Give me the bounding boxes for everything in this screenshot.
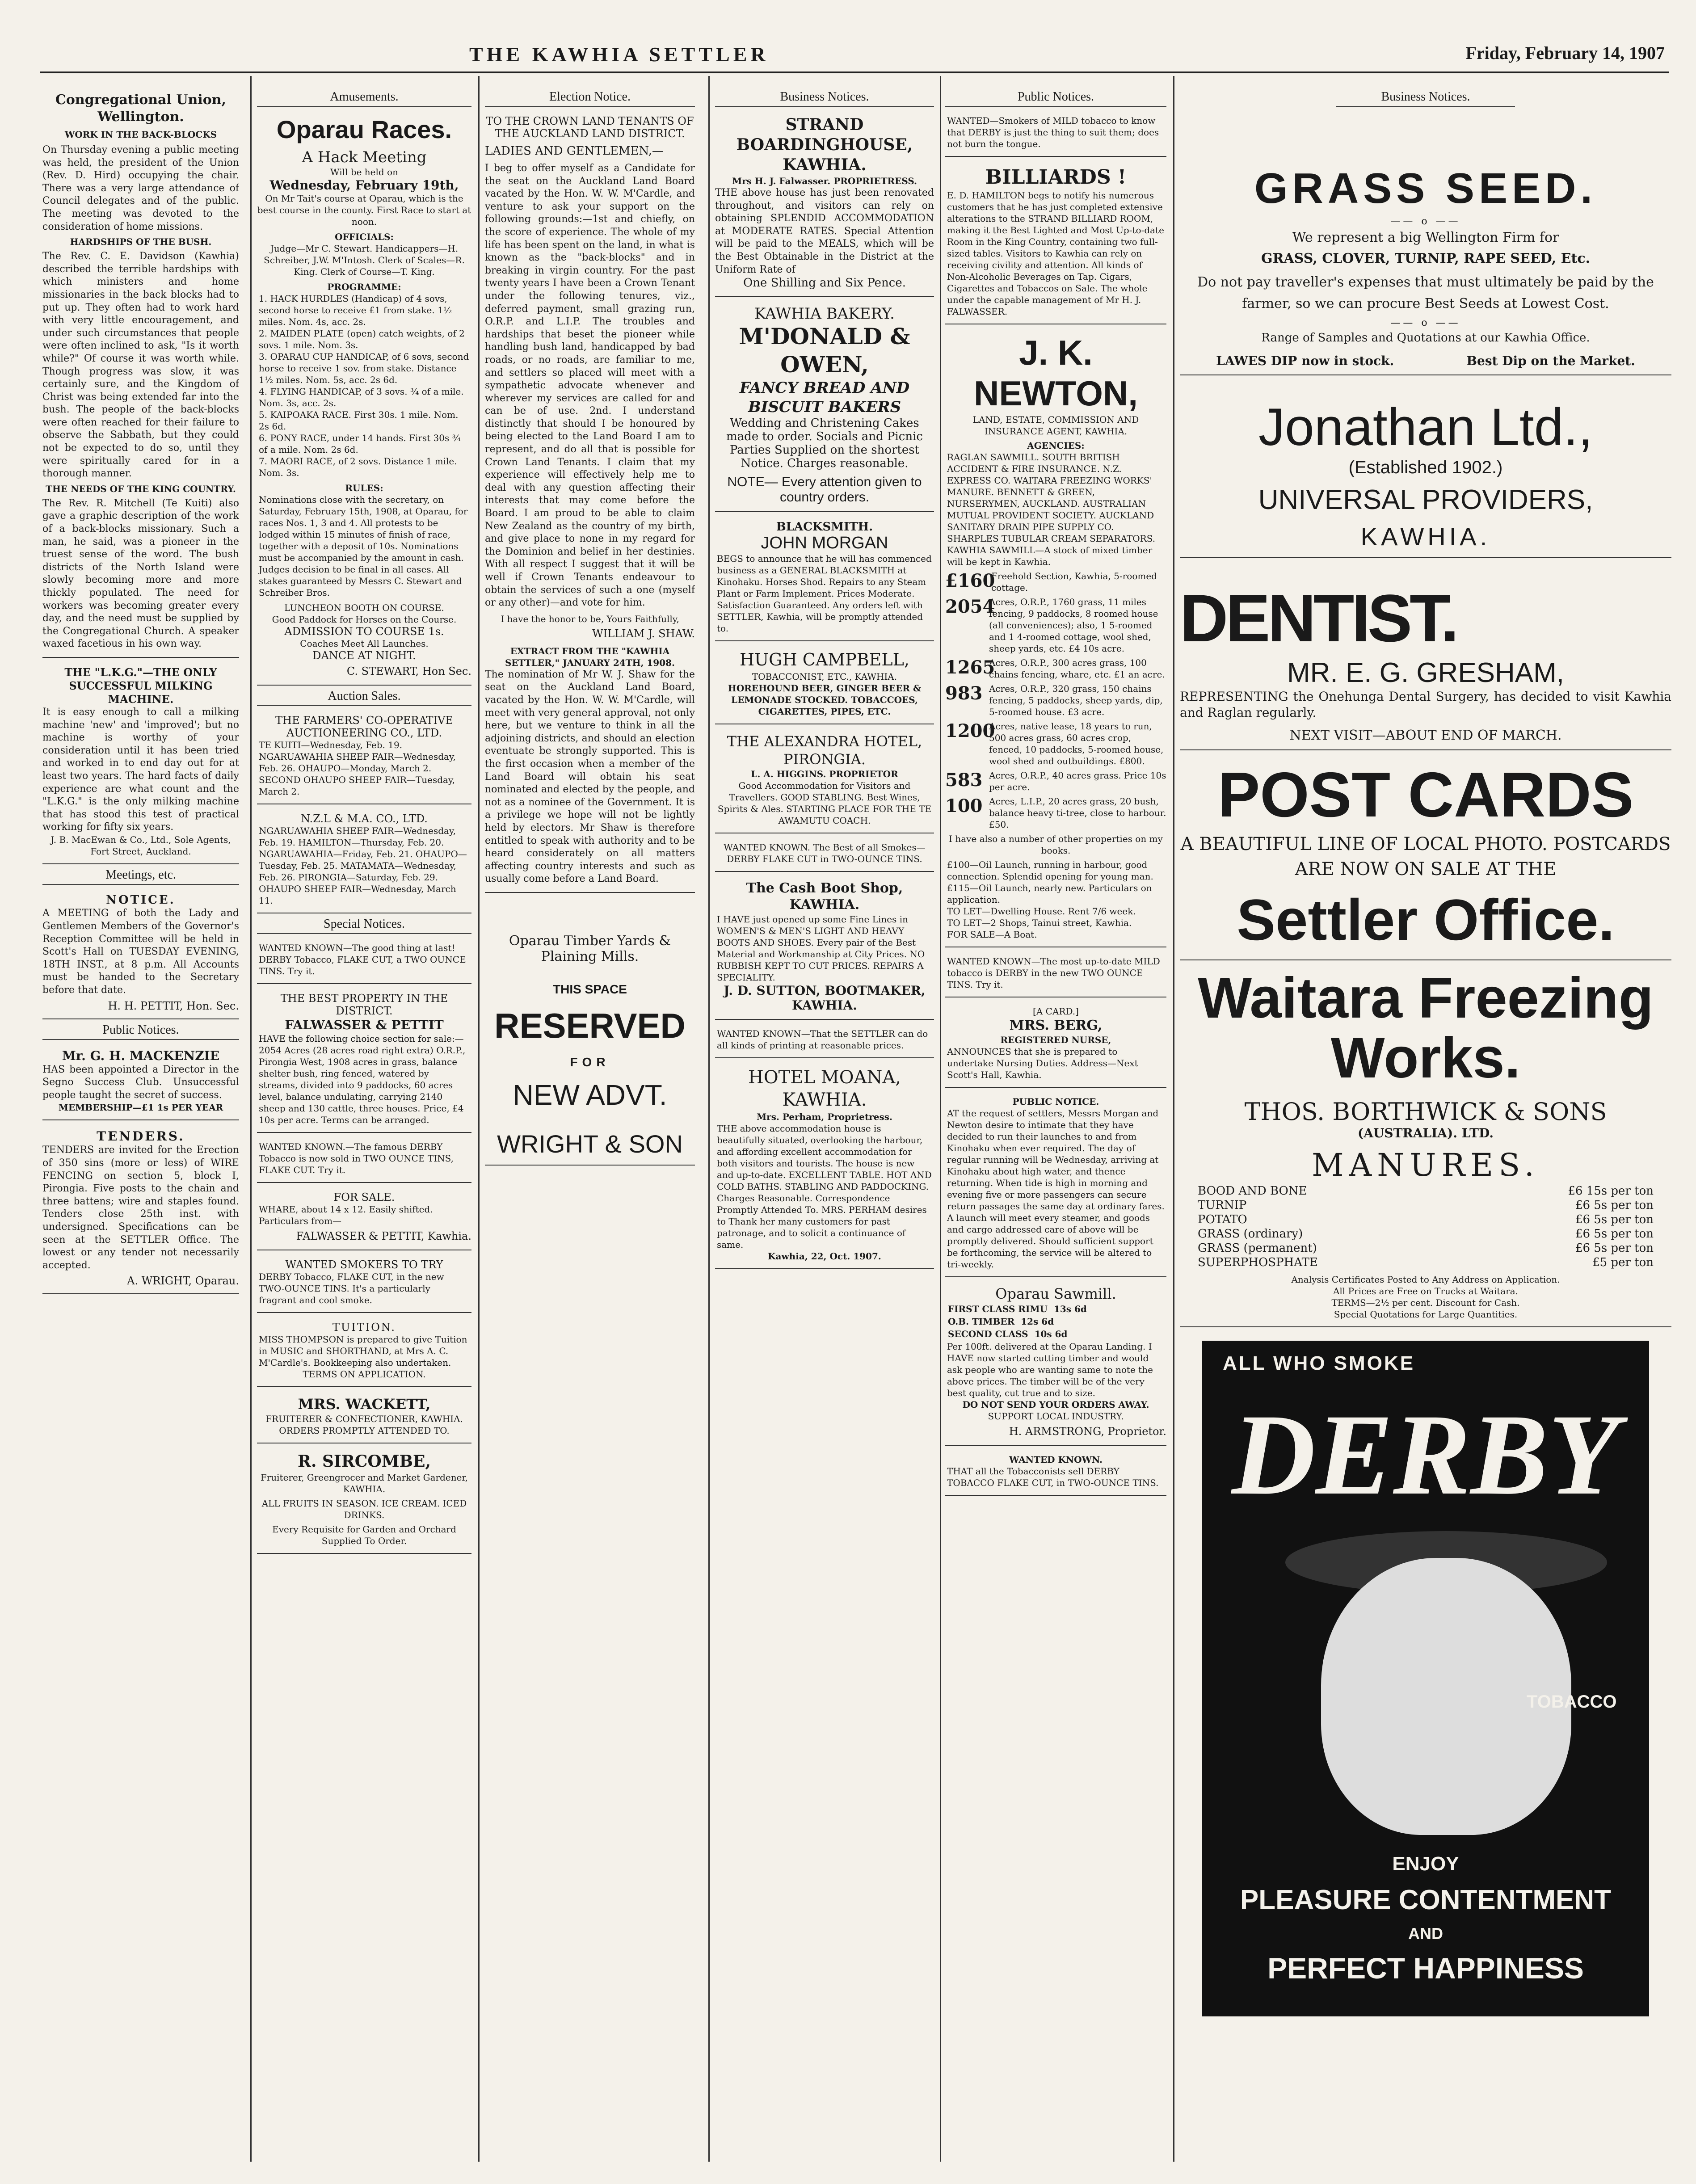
article-election	[485, 110, 695, 893]
listing-to-let: TO LET—Dwelling House. Rent 7/6 week.	[947, 906, 1136, 917]
manure-price: £6 5s per ton	[1575, 1241, 1654, 1255]
article-close: I have the honor to be, Yours Faithfully,	[501, 613, 679, 624]
programme-item: 6. PONY RACE, under 14 hands. First 30s ¾ of a mile. Nom. 2s 6d.	[259, 433, 461, 455]
derby-slogan: ENJOY	[1392, 1852, 1459, 1875]
ad-jk-newton	[945, 328, 1166, 947]
property-listings	[945, 570, 1166, 830]
derby-tagline: ALL WHO SMOKE	[1223, 1352, 1415, 1374]
article-congregational-union	[42, 87, 239, 658]
article-headline: Congregational Union, Wellington.	[55, 92, 226, 125]
ad-headline: Waitara Freezing Works.	[1198, 966, 1654, 1090]
ad-signature: H. ARMSTRONG, Proprietor.	[1009, 1425, 1166, 1438]
ad-headline: BLACKSMITH.	[776, 520, 873, 534]
notice-signature: H. H. PETTIT, Hon. Sec.	[108, 999, 239, 1012]
ad-text: Every Requisite for Garden and Orchard Supplied To Order.	[272, 1524, 456, 1547]
ad-oparau-sawmill	[945, 1281, 1166, 1446]
ad-text: Do not pay traveller's expenses that must ultimately be paid by the farmer, so we can procure Best Seeds at Lowest Cost.	[1197, 274, 1654, 311]
notice-derby	[945, 1449, 1166, 1496]
listing-figure: 100	[945, 795, 983, 816]
ad-text: Judge—Mr C. Stewart. Handicappers—H. Schreiber, J.W. M'Intosh. Clerk of Scales—R. King. Clerk of Course—T. King.	[264, 243, 465, 277]
ad-signature: J. B. MacEwan & Co., Ltd., Sole Agents, Fort Street, Auckland.	[51, 834, 231, 857]
manure-price: £6 5s per ton	[1575, 1212, 1654, 1226]
ad-kawhia-bakery	[715, 300, 934, 512]
notice-body: AT the request of settlers, Messrs Morgan and Newton desire to intimate that they have decided to run their launches to and from Kinohaku when ever required. The day of regular running will be Wednesday, arriving at Kinohaku about high water, and thence returning. When tide is high in morning and evening five or more passengers can secure return passages the same day at ordinary fares. A launch will meet every steamer, and goods and cargo addressed care of above will be promptly delivered. Should sufficient support be forthcoming, the service will be altered to tri-weekly.	[947, 1107, 1165, 1270]
manure-row	[1198, 1199, 1654, 1212]
listing-description: Freehold Section, Kawhia, 5-roomed cottage.	[991, 571, 1157, 593]
notice-derby	[257, 938, 471, 984]
listing-description: Acres, native lease, 18 years to run, 500 acres grass, 60 acres crop, fenced, 10 paddocks, 5-roomed house, wool shed and outbuildings. £800.	[989, 721, 1164, 766]
ad-text: TERMS ON APPLICATION.	[303, 1369, 426, 1380]
manure-item: SUPERPHOSPHATE	[1198, 1255, 1318, 1269]
ad-hotel-moana	[715, 1062, 934, 1269]
listing-description: Acres, L.I.P., 20 acres grass, 20 bush, balance heavy ti-tree, close to harbour. £50.	[989, 796, 1166, 830]
programme-item: 4. FLYING HANDICAP, of 3 sovs. ¾ of a mile. Nom. 3s, acc. 2s.	[259, 386, 464, 408]
ad-body: I HAVE just opened up some Fine Lines in WOMEN'S & MEN'S LIGHT AND HEAVY BOOTS AND SHOES. Every pair of the Best Material and Workmanship at City Prices. NO RUBBISH KEPT TO CUT PRICES. REPAIRS A SPECIALITY.	[717, 913, 925, 983]
ad-text: FRUITERER & CONFECTIONER, KAWHIA.	[265, 1414, 463, 1425]
ad-jonathan	[1180, 379, 1671, 558]
ad-headline: WANTED SMOKERS TO TRY	[285, 1258, 443, 1271]
ad-subhead: PROGRAMME:	[327, 282, 401, 292]
column-divider	[708, 76, 710, 2162]
ad-ornament: —— o ——	[1390, 317, 1461, 328]
ad-derby-smokers	[257, 1254, 471, 1313]
listing-description: Acres, O.R.P., 1760 grass, 11 miles fencing, 9 paddocks, 8 roomed house (all conveniences); also, 1 5-roomed and 1 4-roomed cottage, wool shed, sheep yards, etc. £4 10s acre.	[989, 597, 1158, 654]
ad-text: Settler Office.	[1237, 887, 1615, 952]
ad-headline: THE ALEXANDRA HOTEL, PIRONGIA.	[727, 732, 922, 768]
ad-text: MISS THOMPSON is prepared to give Tuition in MUSIC and SHORTHAND, at Mrs A. C. M'Cardle's. Bookkeeping also undertaken.	[259, 1334, 467, 1368]
ad-body: HOREHOUND BEER, GINGER BEER & LEMONADE STOCKED. TOBACCOES, CIGARETTES, PIPES, ETC.	[728, 682, 922, 717]
property-listing	[945, 596, 1166, 654]
ad-text: TERMS—2½ per cent. Discount for Cash.	[1331, 1297, 1520, 1308]
ad-subhead: A Hack Meeting	[302, 148, 427, 166]
notice-tenders	[42, 1124, 239, 1294]
ad-text: ORDERS PROMPTLY ATTENDED TO.	[279, 1425, 450, 1436]
ad-headline: Oparau Sawmill.	[995, 1285, 1116, 1302]
ad-text: On Mr Tait's course at Oparau, which is the best course in the county. First Race to start at noon.	[257, 193, 471, 227]
manure-row	[1198, 1213, 1654, 1226]
article-body: The nomination of Mr W. J. Shaw for the seat on the Auckland Land Board, vacated by the Hon. W. W. M'Cardle, will meet with very general approval, not only here, but we venture to think in all the adjoining districts, and should an election eventuate be strongly supported. This is the first occasion when a member of the Land Board will obtain his seat nominated and elected by the people, and not as a nominee of the Government. It is a privilege we hope will not be lightly held by electors. Mr Shaw is therefore entitled to speak with authority and to be heard considerately on all matters affecting country interests and such as usually come before a Land Board.	[485, 669, 695, 885]
ad-text: Best Dip on the Market.	[1466, 353, 1635, 368]
derby-brand: DERBY	[1232, 1390, 1619, 1519]
listing-description: Acres, O.R.P., 320 grass, 150 chains fencing, 5 paddocks, sheep yards, dip, 5-roomed house. £3 acre.	[989, 683, 1163, 717]
ad-wackett	[257, 1391, 471, 1443]
ad-text: A BEAUTIFUL LINE OF LOCAL PHOTO. POSTCARDS ARE NOW ON SALE AT THE	[1180, 833, 1671, 879]
ad-body: REPRESENTING the Onehunga Dental Surgery, has decided to visit Kawhia and Raglan regularly.	[1180, 689, 1671, 720]
notice-text: THAT all the Tobacconists sell DERBY TOBACCO FLAKE CUT, in TWO-OUNCE TINS.	[947, 1465, 1159, 1488]
notice-fee: MEMBERSHIP—£1 1s PER YEAR	[58, 1102, 223, 1113]
article-headline: TO THE CROWN LAND TENANTS OF THE AUCKLAND LAND DISTRICT.	[486, 115, 694, 140]
ad-headline: The Cash Boot Shop, KAWHIA.	[746, 880, 903, 913]
ad-text: Range of Samples and Quotations at our Kawhia Office.	[1261, 331, 1590, 345]
ad-headline: KAWHIA BAKERY.	[754, 305, 895, 323]
ad-text: LAWES DIP now in stock.	[1216, 353, 1394, 368]
notice-text: WANTED KNOWN—That the SETTLER can do all kinds of printing at reasonable prices.	[717, 1028, 928, 1051]
ad-text: NGARUAWAHIA SHEEP FAIR—Wednesday, Feb. 19. HAMILTON—Thursday, Feb. 20. NGARUAWAHIA—Friday, Feb. 21. OHAUPO—Tuesday, Feb. 25. MATAMATA—Wednesday, Feb. 26. PIRONGIA—Saturday, Feb. 29. OHAUPO SHEEP FAIR—Wednesday, March 11.	[259, 825, 467, 906]
notice-text: WANTED KNOWN—The good thing at last! DERBY Tobacco, FLAKE CUT, a TWO OUNCE TINS. Try it.	[259, 943, 466, 977]
ad-text: Good Paddock for Horses on the Course.	[272, 614, 457, 625]
column-divider	[478, 76, 480, 2162]
ad-note: NOTE— Every attention given to country orders.	[727, 475, 922, 505]
programme-item: 7. MAORI RACE, of 2 sovs. Distance 1 mile. Nom. 3s.	[259, 456, 457, 478]
listing-description: Acres, O.R.P., 40 acres grass. Price 10s per acre.	[989, 770, 1166, 792]
ad-text: ADMISSION TO COURSE 1s.	[284, 625, 444, 638]
ad-headline: Oparau Timber Yards & Plaining Mills.	[509, 933, 671, 964]
derby-slogan: AND	[1408, 1924, 1443, 1943]
property-listing	[945, 570, 1166, 593]
ad-text: Special Quotations for Large Quantities.	[1334, 1309, 1518, 1320]
ad-text: Mrs. Perham, Proprietress.	[757, 1111, 892, 1122]
ad-text: NEW ADVT.	[513, 1078, 667, 1111]
programme-item: 1. HACK HURDLES (Handicap) of 4 sovs, second horse to receive £1 from stake. 1½ miles. Nom. 4s, acc. 2s.	[259, 293, 452, 327]
notice-body: TENDERS are invited for the Erection of 350 sins (more or less) of WIRE FENCING on section 5, block I, Pirongia. Five posts to the chain and three battens; wire and staples found. Tenders close 25th inst. with undersigned. Specifications can be seen at the SETTLER Office. The lowest or any tender not necessarily accepted.	[42, 1145, 239, 1271]
ad-text: DO NOT SEND YOUR ORDERS AWAY.	[962, 1399, 1149, 1410]
ad-text: Nominations close with the secretary, on Saturday, February 15th, 1908, at Oparau, for races Nos. 1, 3 and 4. All protests to be lodged within 15 minutes of finish of race, together with a deposit of 10s. Nominations must be accompanied by the amount in cash. Judges decision to be final in all cases. All stakes guaranteed by Messrs C. Stewart and Schreiber Bros.	[259, 494, 468, 598]
ad-billiards	[945, 160, 1166, 324]
ad-subhead: AGENCIES:	[1027, 440, 1085, 451]
column-4	[715, 87, 934, 2157]
column-1	[42, 87, 239, 2157]
article-subhead: EXTRACT FROM THE "KAWHIA SETTLER," JANUARY 24TH, 1908.	[505, 645, 675, 668]
manure-item: GRASS (permanent)	[1198, 1241, 1317, 1255]
ad-headline: POST CARDS	[1217, 759, 1634, 830]
manure-item: TURNIP	[1198, 1198, 1247, 1212]
ad-text: TOBACCONIST, ETC., KAWHIA.	[752, 671, 897, 682]
ad-body: RAGLAN SAWMILL. SOUTH BRITISH ACCIDENT & FIRE INSURANCE. N.Z. EXPRESS CO. WAITARA FREEZING WORKS' MANURE. BENNETT & GREEN, NURSERYMEN, AUCKLAND. AUSTRALIAN MUTUAL PROVIDENT SOCIETY. AUCKLAND SANITARY DRAIN PIPE SUPPLY CO. SHARPLES TUBULAR CREAM SEPARATORS. KAWHIA SAWMILL—A stock of mixed timber will be kept in Kawhia.	[947, 452, 1156, 567]
article-subhead: THE NEEDS OF THE KING COUNTRY.	[46, 483, 236, 494]
manure-price: £6 5s per ton	[1575, 1227, 1654, 1241]
programme-item: 3. OPARAU CUP HANDICAP, of 6 sovs, second horse to receive 1 sov. from stake. Distance 1½ miles. Nom. 5s, acc. 2s 6d.	[259, 351, 469, 385]
ad-for-sale	[257, 1187, 471, 1250]
price-item: O.B. TIMBER	[948, 1316, 1015, 1327]
ad-text: NEXT VISIT—ABOUT END OF MARCH.	[1289, 727, 1562, 743]
ad-cash-boot-shop	[715, 875, 934, 1020]
listing-description: Acres, O.R.P., 300 acres grass, 100 chains fencing, whare, etc. £1 an acre.	[989, 657, 1165, 680]
derby-product: TOBACCO	[1527, 1692, 1617, 1712]
notice-headline: TENDERS.	[97, 1129, 185, 1144]
ad-derby-tobacco	[1202, 1341, 1649, 2016]
article-salutation: LADIES AND GENTLEMEN,—	[485, 144, 664, 158]
ad-text: All Prices are Free on Trucks at Waitara.	[1333, 1285, 1519, 1296]
column-2	[257, 87, 471, 2157]
ad-headline: R. SIRCOMBE,	[297, 1452, 431, 1471]
ad-text: HAVE the following choice section for sale:— 2054 Acres (28 acres road right extra) O.R.P., Pirongia West, 1908 acres in grass, balance shelter bush, ring fenced, watered by streams, divided into 9 paddocks, 60 acres level, balance undulating, carrying 2140 sheep and 130 cattle, three houses. Price, £4 10s per acre. Terms can be arranged.	[259, 1033, 466, 1126]
notice-text: WANTED—Smokers of MILD tobacco to know that DERBY is just the thing to suit them; does not burn the tongue.	[947, 115, 1159, 149]
ad-text: LAND, ESTATE, COMMISSION AND INSURANCE AGENT, KAWHIA.	[972, 414, 1139, 437]
price-row	[948, 1328, 1164, 1340]
listing-to-let: TO LET—2 Shops, Tainui street, Kawhia.	[947, 917, 1132, 928]
ad-ornament: —— o ——	[1390, 216, 1461, 227]
ad-text: (Established 1902.)	[1348, 458, 1503, 477]
ad-text: THOS. BORTHWICK & SONS	[1244, 1097, 1607, 1126]
ad-subhead: RULES:	[345, 483, 383, 493]
manure-item: GRASS (ordinary)	[1198, 1227, 1303, 1241]
ad-headline: M'DONALD & OWEN,	[739, 323, 910, 378]
section-business-notices: Business Notices.	[715, 90, 934, 107]
notice-headline: PUBLIC NOTICE.	[1012, 1096, 1099, 1107]
ad-text: ALL FRUITS IN SEASON. ICE CREAM. ICED DRINKS.	[261, 1498, 467, 1521]
notice-headline: WANTED KNOWN.	[1009, 1454, 1103, 1465]
column-5	[945, 87, 1166, 2157]
notice-signature: A. WRIGHT, Oparau.	[127, 1275, 239, 1288]
ad-text: Fruiterer, Greengrocer and Market Gardener, KAWHIA.	[260, 1472, 468, 1495]
ad-text: THIS SPACE	[553, 982, 627, 996]
ad-headline: Jonathan Ltd.,	[1258, 398, 1593, 457]
ad-headline: TUITION.	[332, 1321, 396, 1334]
ad-reserved-space	[485, 929, 695, 1166]
notice-derby	[945, 951, 1166, 997]
ad-body: Per 100ft. delivered at the Oparau Landing. I HAVE now started cutting timber and would ask people who are wanting same to note the above prices. The timber will be of the very best quality, cut true and to size.	[947, 1341, 1153, 1398]
column-3	[485, 87, 695, 2157]
ad-mrs-berg	[945, 1001, 1166, 1088]
article-body: The Rev. C. E. Davidson (Kawhia) described the terrible hardships with which ministers and home missionaries in the back blocks had to put up. They often had to work hard with very little encouragement, and under such circumstances that people were often inclined to ask, "Is it worth while?" Of course it was worth while. Though progress was slow, it was certainly sure, and the Kingdom of Christ was being extended far into the bush. The people of the back-blocks were often reached for their failure to observe the Sabbath, but they could not be expected to do so, until they were spiritually cared for in a thorough manner.	[42, 251, 239, 480]
ad-text: Will be held on	[330, 167, 398, 177]
ad-headline: N.Z.L & M.A. CO., LTD.	[301, 812, 428, 825]
ad-alexandra-hotel	[715, 728, 934, 833]
sawmill-price-list	[945, 1303, 1166, 1340]
ad-headline: FOR SALE.	[333, 1191, 395, 1204]
property-listing	[945, 657, 1166, 680]
ad-headline: HUGH CAMPBELL,	[740, 650, 909, 670]
column-divider	[250, 76, 252, 2162]
ad-text: Analysis Certificates Posted to Any Address on Application.	[1291, 1274, 1560, 1285]
ad-subhead: Mrs H. J. Falwasser. PROPRIETRESS.	[732, 176, 917, 186]
manure-price: £5 per ton	[1592, 1255, 1654, 1269]
listing-for-sale: FOR SALE—A Boat.	[947, 929, 1037, 940]
notice-text: WANTED KNOWN. The Best of all Smokes—DERBY FLAKE CUT in TWO-OUNCE TINS.	[724, 842, 926, 864]
manure-price: £6 15s per ton	[1568, 1184, 1654, 1198]
article-body: I beg to offer myself as a Candidate for the seat on the Auckland Land Board vacated by the Hon. W. W. M'Cardle, and venture to ask your support on the following grounds:—1st and chiefly, on the score of experience. The whole of my life has been spent on the land, in what is known as the "back-blocks" and in breaking in virgin country. For the past twenty years I have been a Crown Tenant under the following tenures, viz., deferred payment, small grazing run, O.R.P. and L.I.P. The troubles and hardships that beset the pioneer while handling bush land, handicapped by bad roads, or no roads, are familiar to me, and settlers so placed will meet with a sympathetic advocate whenever and wherever my services are called for and can be of use. 2nd. I understand distinctly that should I be honoured by being elected to the Land Board I am to represent, and do all that is possible for Crown Land Tenants. I claim that my experience will effectively help me to deal with any question affecting their interests that may come before the Board. I am proud to be able to claim New Zealand as the country of my birth, and give place to none in my regard for the Dominion and belief in her destinies. With all respect I suggest that it will be well if Crown Tenants endeavour to obtain the services of such a one (myself or any other)—and vote for him.	[485, 163, 695, 609]
listing-launch: £100—Oil Launch, running in harbour, good connection. Splendid opening for young man.	[947, 859, 1153, 882]
ad-dip-row	[1180, 353, 1671, 368]
ad-text: SUPPORT LOCAL INDUSTRY.	[988, 1410, 1124, 1422]
programme-item: 2. MAIDEN PLATE (open) catch weights, of 2 sovs. 1 mile. Nom. 3s.	[259, 328, 465, 350]
masthead-rule	[40, 72, 1669, 73]
ad-headline: BILLIARDS !	[985, 166, 1127, 189]
notice-meeting	[42, 888, 239, 1019]
price-value: 13s 6d	[1053, 1303, 1087, 1314]
column-divider	[940, 76, 941, 2162]
ad-waitara-freezing	[1180, 964, 1671, 1327]
ad-body: E. D. HAMILTON begs to notify his numerous customers that he has just completed extensive alterations to the STRAND BILLIARD ROOM, making it the Best Lighted and Most Up-to-date Room in the King Country, containing two full-sized tables. Visitors to Kawhia can rely on receiving civility and attention. All kinds of Non-Alcoholic Beverages on Tap. Cigars, Cigarettes and Tobaccos on Sale. The whole under the capable management of Mr H. J. FALWASSER.	[947, 190, 1164, 317]
ad-subhead: OFFICIALS:	[335, 231, 394, 242]
listing-figure: 983	[945, 683, 983, 704]
ad-headline: THE FARMERS' CO-OPERATIVE AUCTIONEERING CO., LTD.	[275, 714, 453, 740]
ad-text: DANCE AT NIGHT.	[312, 649, 416, 662]
ad-signature: C. STEWART, Hon Sec.	[346, 665, 471, 678]
ad-text: KAWHIA.	[1360, 522, 1491, 551]
manure-item: BOOD AND BONE	[1198, 1184, 1307, 1198]
ad-headline: MRS. BERG,	[1009, 1018, 1103, 1033]
programme-item: 5. KAIPOAKA RACE. First 30s. 1 mile. Nom. 2s 6d.	[259, 409, 459, 432]
ad-text: MR. E. G. GRESHAM,	[1287, 657, 1565, 688]
ad-text: I have also a number of other properties on my books.	[949, 833, 1163, 856]
ad-subhead: REGISTERED NURSE,	[1000, 1034, 1111, 1045]
notice-derby	[257, 1136, 471, 1183]
article-body: On Thursday evening a public meeting was held, the president of the Union (Rev. D. Hird) occupying the chair. There was a very large attendance of Council delegates and of the public. The meeting was devoted to the consideration of home missions.	[42, 144, 239, 232]
article-body: The Rev. R. Mitchell (Te Kuiti) also gave a graphic description of the work of a back-blocks missionary. Such a man, he said, was a pioneer in the truest sense of the word. The bush districts of the North Island were slowly becoming more and more thickly populated. The need for workers was becoming greater every day, and the need must be supplied by the Congregational Church. A speaker waxed facetious in his own way.	[42, 497, 239, 650]
manure-row	[1198, 1241, 1654, 1255]
section-election-notice: Election Notice.	[485, 90, 695, 107]
notice-derby	[715, 837, 934, 872]
newspaper-title: THE KAWHIA SETTLER	[469, 43, 769, 66]
ad-subhead: MANURES.	[1312, 1146, 1540, 1183]
ad-headline: Oparau Races.	[276, 115, 452, 143]
ad-text: TE KUITI—Wednesday, Feb. 19. NGARUAWAHIA SHEEP FAIR—Wednesday, Feb. 26. OHAUPO—Monday, March 2. SECOND OHAUPO SHEEP FAIR—Tuesday, March 2.	[259, 740, 456, 797]
ad-grass-seed	[1180, 110, 1671, 375]
ad-headline: THE "L.K.G."—THE ONLY SUCCESSFUL MILKING MACHINE.	[64, 665, 217, 706]
ad-post-cards	[1180, 754, 1671, 960]
ad-headline: HOTEL MOANA, KAWHIA.	[748, 1067, 901, 1110]
ad-headline: DENTIST.	[1180, 581, 1456, 656]
manure-price: £6 5s per ton	[1575, 1198, 1654, 1212]
ad-body: BEGS to announce that he will has commenced business as a GENERAL BLACKSMITH at Kinohaku. Horses Shod. Repairs to any Steam Plant or Farm Implement. Prices Moderate. Satisfaction Guaranteed. Any orders left with SETTLER, Kawhia, will be promptly attended to.	[717, 553, 932, 634]
notice-derby	[945, 110, 1166, 157]
manure-row	[1198, 1256, 1654, 1269]
property-listing	[945, 770, 1166, 793]
ad-body: It is easy enough to call a milking machine 'new' and 'improved'; but no machine is worthy of your consideration until it has been tried and worked in to end day out for at least two years. The hard facts of daily experience are what count and the "L.K.G." is the only milking machine that has stood this test of practical working for fifty six years.	[42, 706, 239, 833]
ad-text: (AUSTRALIA). LTD.	[1358, 1125, 1494, 1140]
ad-text: WHARE, about 14 x 12. Easily shifted. Particulars from—	[259, 1204, 433, 1227]
section-public-notices: Public Notices.	[42, 1023, 239, 1040]
ad-headline: J. K. NEWTON,	[974, 333, 1138, 413]
ad-falwasser	[257, 988, 471, 1133]
listing-figure: 583	[945, 770, 983, 791]
manure-price-list	[1180, 1184, 1671, 1269]
ad-oparau-races	[257, 110, 471, 686]
price-item: FIRST CLASS RIMU	[948, 1303, 1048, 1314]
notice-headline: Mr. G. H. MACKENZIE	[62, 1048, 220, 1063]
ad-body: Wedding and Christening Cakes made to order. Socials and Picnic Parties Supplied on the shortest Notice. Charges reasonable.	[726, 417, 923, 471]
ad-tuition	[257, 1317, 471, 1387]
ad-body: ANNOUNCES that she is prepared to undertake Nursing Duties. Address—Next Scott's Hall, Kawhia.	[947, 1046, 1138, 1080]
notice-text: WANTED KNOWN.—The famous DERBY Tobacco is now sold in TWO OUNCE TINS, FLAKE CUT. Try it.	[259, 1141, 454, 1176]
ad-body: THE above house has just been renovated throughout, and visitors can rely on obtaining SPLENDID ACCOMMODATION at MODERATE RATES. Special Attention will be paid to the MEALS, which will be the Best Obtainable in the District at the Uniform Rate of	[715, 187, 934, 275]
column-6	[1180, 87, 1671, 2157]
listing-figure: 1265	[945, 657, 995, 678]
ad-sircombe	[257, 1447, 471, 1554]
property-listing	[945, 720, 1166, 767]
price-value: 12s 6d	[1021, 1316, 1054, 1327]
ad-body: THE above accommodation house is beautifully situated, overlooking the harbour, and affording excellent accommodation for both visitors and tourists. The house is new and up-to-date. EXCELLENT TABLE. HOT AND COLD BATHS. STABLING AND PADDOCKING. Charges Reasonable. Correspondence Promptly Attended To. MRS. PERHAM desires to Thank her many customers for past patronage, and to solicit a continuance of same.	[717, 1123, 932, 1250]
notice-launch-service	[945, 1091, 1166, 1277]
section-public-notices: Public Notices.	[945, 90, 1166, 107]
ad-date: Kawhia, 22, Oct. 1907.	[768, 1250, 881, 1262]
ad-headline: FANCY BREAD AND BISCUIT BAKERS	[739, 379, 910, 416]
column-divider	[1173, 76, 1174, 2162]
article-signature: WILLIAM J. SHAW.	[592, 627, 695, 640]
price-item: SECOND CLASS	[948, 1328, 1028, 1339]
manure-item: POTATO	[1198, 1212, 1247, 1226]
section-meetings: Meetings, etc.	[42, 868, 239, 885]
ad-date: Wednesday, February 19th,	[269, 178, 459, 193]
manure-row	[1198, 1184, 1654, 1198]
ad-signature: J. D. SUTTON, BOOTMAKER, KAWHIA.	[724, 983, 926, 1013]
listing-figure: £160	[945, 570, 995, 591]
issue-date: Friday, February 14, 1907	[1465, 43, 1665, 63]
ad-text: WRIGHT & SON	[497, 1129, 683, 1158]
ad-text: We represent a big Wellington Firm for	[1292, 230, 1559, 245]
ad-nzlma	[257, 808, 471, 913]
ad-hugh-campbell	[715, 645, 934, 724]
ad-text: FOR	[570, 1055, 610, 1069]
notice-body: A MEETING of both the Lady and Gentlemen Members of the Governor's Reception Committee will be held in Scott's Hall on TUESDAY EVENING, 18TH INST., at 8 p.m. All Accounts must be handed to the Secretary before that date.	[42, 908, 239, 996]
listing-figure: 2054	[945, 596, 995, 617]
listing-launch: £115—Oil Launch, nearly new. Particulars on application.	[947, 883, 1152, 905]
article-subhead: HARDSHIPS OF THE BUSH.	[70, 236, 212, 248]
ad-headline: THE BEST PROPERTY IN THE DISTRICT.	[280, 992, 448, 1018]
ad-body: Good Accommodation for Visitors and Travellers. GOOD STABLING. Best Wines, Spirits & Ales. STARTING PLACE FOR THE TE AWAMUTU COACH.	[717, 780, 932, 826]
ad-text: UNIVERSAL PROVIDERS,	[1258, 484, 1593, 515]
ad-text: GRASS, CLOVER, TURNIP, RAPE SEED, Etc.	[1261, 251, 1591, 266]
notice-text: WANTED KNOWN—The most up-to-date MILD tobacco is DERBY in the new TWO OUNCE TINS. Try it.	[947, 956, 1160, 990]
ad-farmers	[257, 710, 471, 804]
price-row	[948, 1316, 1164, 1327]
notice-printing	[715, 1023, 934, 1058]
manure-row	[1198, 1227, 1654, 1241]
section-business-notices: Business Notices.	[1336, 90, 1515, 107]
notice-headline: NOTICE.	[106, 893, 176, 907]
ad-lkg-milking	[42, 661, 239, 864]
ad-text: [A CARD.]	[1033, 1006, 1079, 1017]
notice-body: HAS been appointed a Director in the Segno Success Club. Unsuccessful people taught the secret of success.	[42, 1064, 239, 1101]
derby-slogan: PERFECT HAPPINESS	[1267, 1951, 1584, 1985]
ad-headline: JOHN MORGAN	[761, 534, 888, 553]
ad-strand-boardinghouse	[715, 110, 934, 297]
section-amusements: Amusements.	[257, 90, 471, 107]
article-subhead: WORK IN THE BACK-BLOCKS	[64, 129, 217, 140]
ad-text: RESERVED	[494, 1006, 686, 1045]
ad-text: LUNCHEON BOOTH ON COURSE.	[284, 602, 444, 613]
price-row	[948, 1303, 1164, 1315]
price-value: 10s 6d	[1034, 1328, 1068, 1339]
ad-text: DERBY Tobacco, FLAKE CUT, in the new TWO-OUNCE TINS. It's a particularly fragrant and cool smoke.	[259, 1271, 444, 1306]
ad-text: One Shilling and Six Pence.	[743, 276, 906, 290]
masthead	[0, 0, 1696, 85]
ad-signature: FALWASSER & PETTIT, Kawhia.	[296, 1230, 471, 1243]
ad-headline: MRS. WACKETT,	[298, 1396, 431, 1413]
ad-blacksmith	[715, 516, 934, 641]
notice-mackenzie	[42, 1044, 239, 1121]
property-listing	[945, 683, 1166, 718]
section-auction-sales: Auction Sales.	[257, 689, 471, 706]
ad-headline: GRASS SEED.	[1254, 164, 1597, 212]
property-listing	[945, 795, 1166, 830]
ad-dentist	[1180, 562, 1671, 750]
ad-text: Coaches Meet All Launches.	[300, 638, 429, 649]
listing-figure: 1200	[945, 720, 995, 741]
ad-headline: STRAND BOARDINGHOUSE, KAWHIA.	[736, 115, 913, 174]
derby-slogan: PLEASURE CONTENTMENT	[1240, 1884, 1612, 1915]
section-special-notices: Special Notices.	[257, 917, 471, 934]
ad-headline: FALWASSER & PETTIT	[285, 1018, 444, 1033]
ad-text: L. A. HIGGINS. PROPRIETOR	[751, 768, 898, 779]
